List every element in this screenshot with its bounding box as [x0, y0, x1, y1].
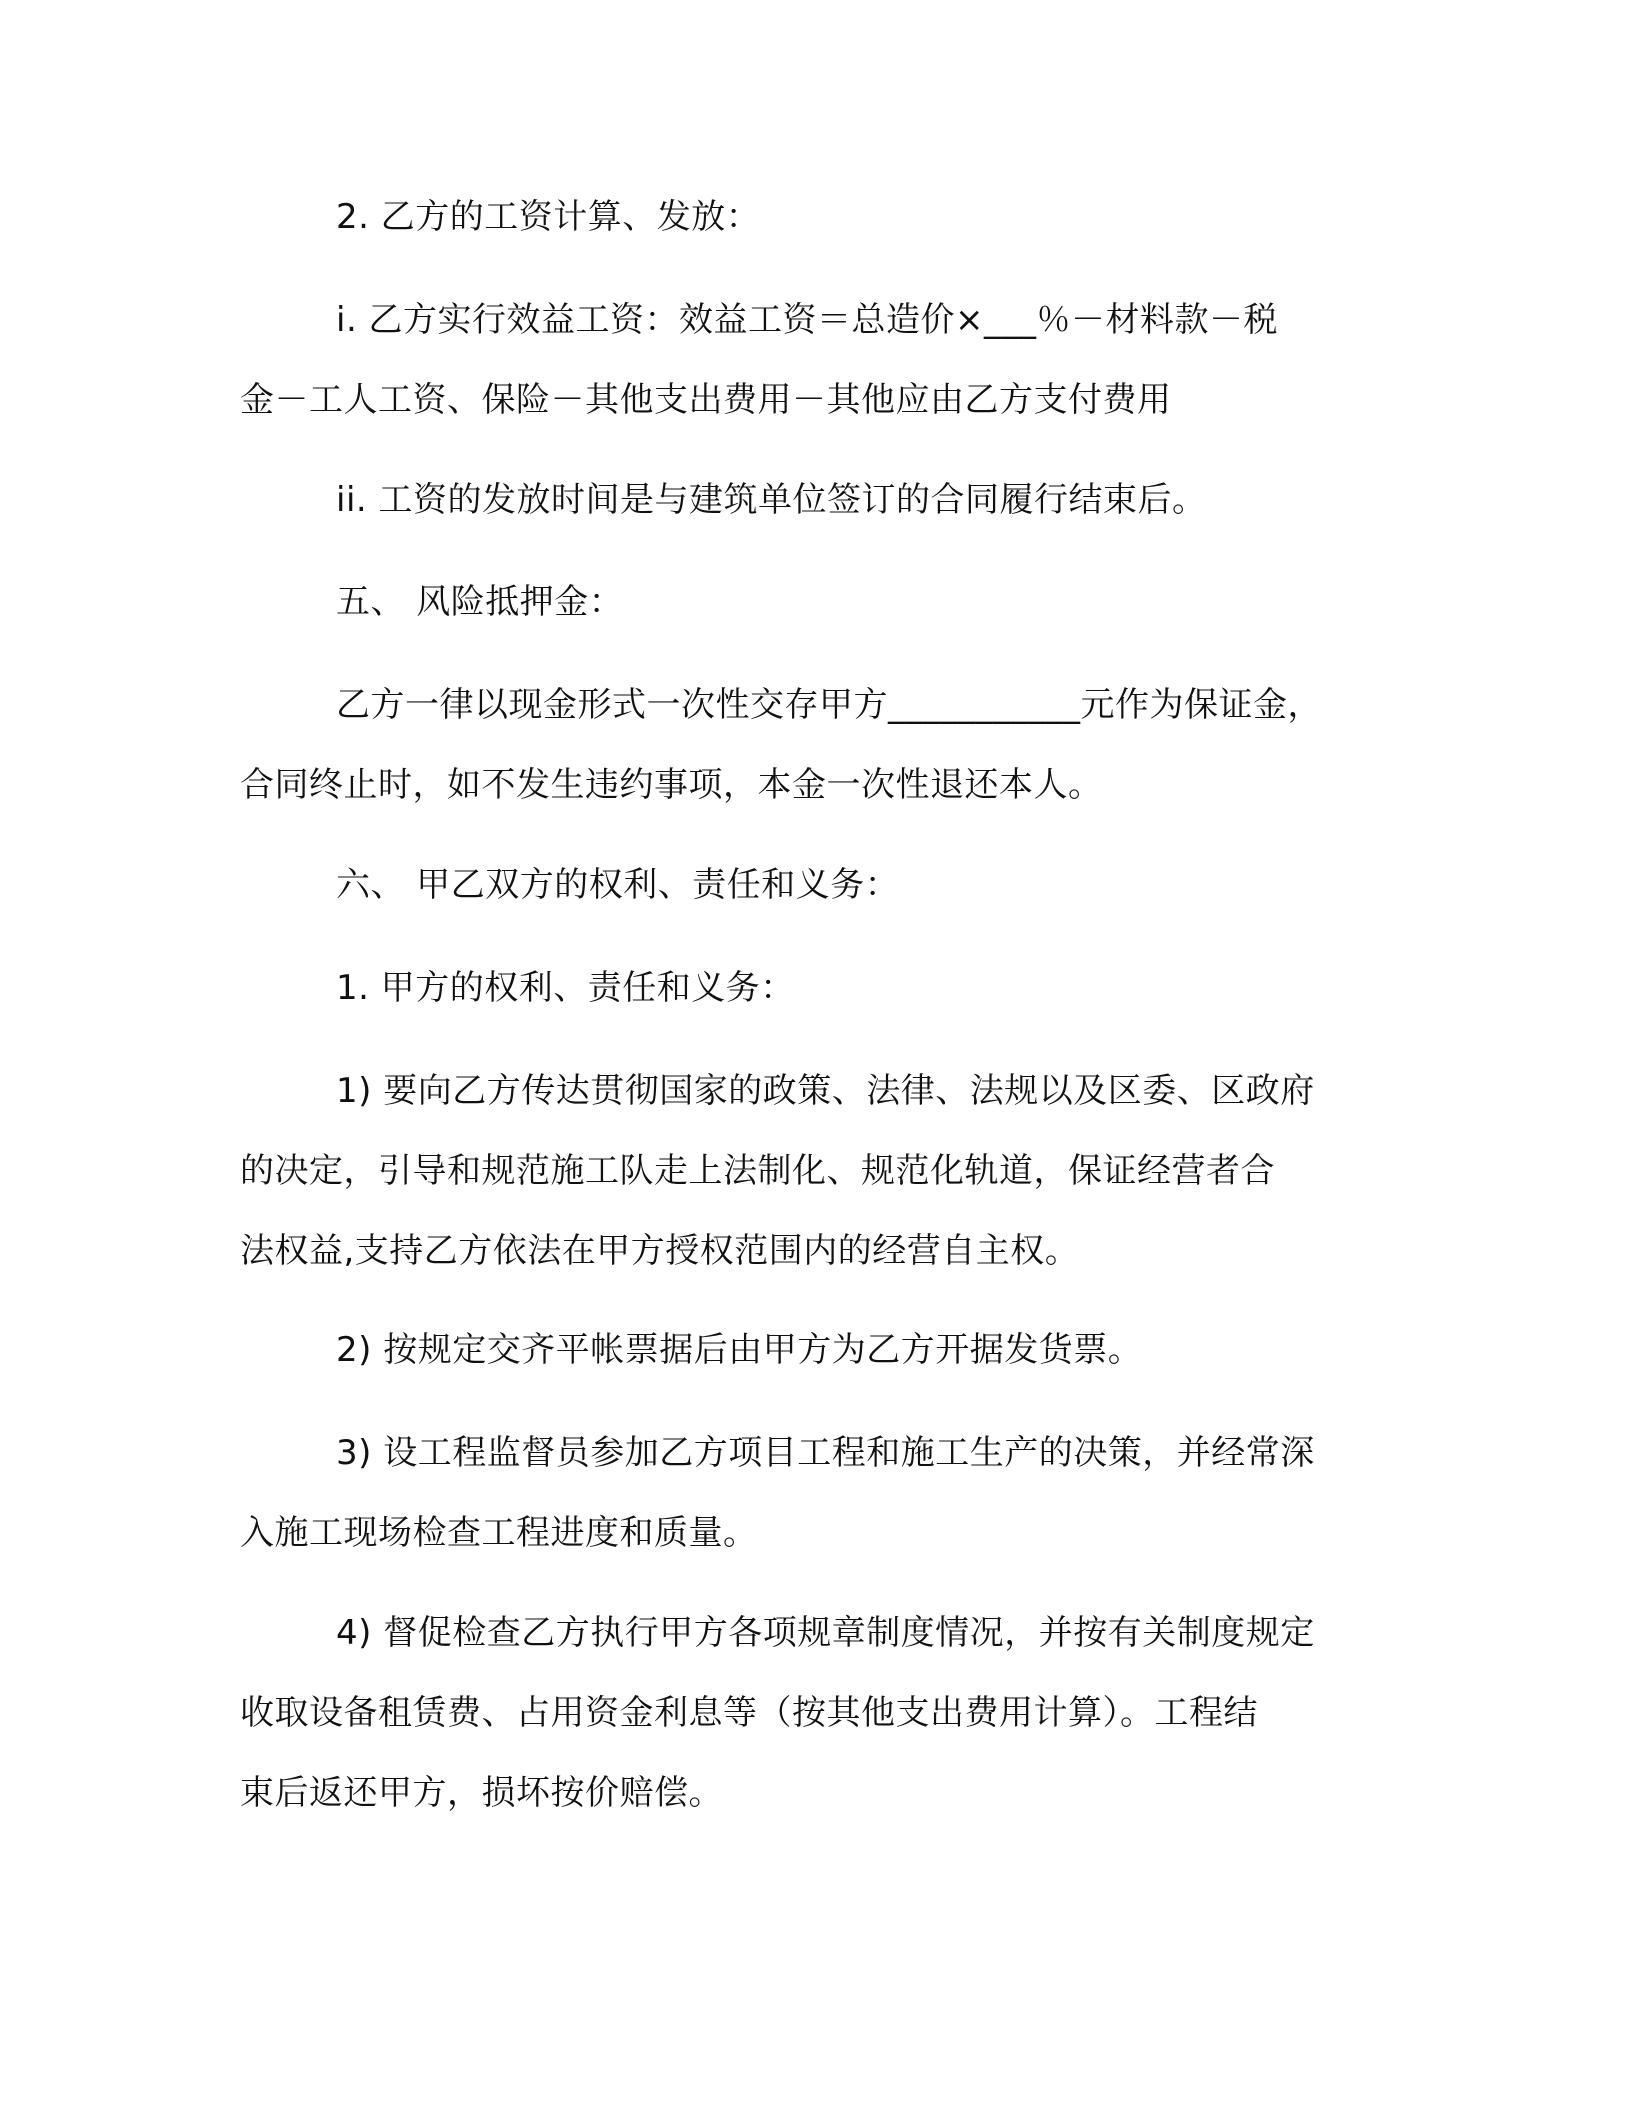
text-line: 五、 风险抵押金：: [336, 582, 624, 622]
text-line: 六、 甲乙双方的权利、责任和义务：: [336, 865, 900, 905]
paragraph-party-a-rights-heading: [240, 948, 1400, 1028]
text-line: 1) 要向乙方传达贯彻国家的政策、法律、法规以及区委、区政府: [336, 1071, 1315, 1111]
paragraph-performance-wage: [240, 280, 1400, 440]
paragraph-risk-deposit-heading: [240, 562, 1400, 642]
text-line: 束后返还甲方，损坏按价赔偿。: [240, 1773, 723, 1813]
paragraph-item-4: [240, 1593, 1400, 1833]
text-line: 3) 设工程监督员参加乙方项目工程和施工生产的决策，并经常深: [336, 1433, 1315, 1473]
text-line: 2. 乙方的工资计算、发放：: [336, 197, 761, 237]
text-line: 合同终止时，如不发生违约事项，本金一次性退还本人。: [240, 765, 1103, 805]
text-line: ii. 工资的发放时间是与建筑单位签订的合同履行结束后。: [336, 480, 1207, 520]
text-line: i. 乙方实行效益工资：效益工资＝总造价×___％－材料款－税: [336, 300, 1279, 340]
paragraph-rights-heading: [240, 845, 1400, 925]
text-line: 法权益,支持乙方依法在甲方授权范围内的经营自主权。: [240, 1231, 1080, 1271]
text-line: 1. 甲方的权利、责任和义务：: [336, 968, 795, 1008]
paragraph-risk-deposit-body: [240, 665, 1400, 825]
text-line: 入施工现场检查工程进度和质量。: [240, 1513, 758, 1553]
paragraph-item-3: [240, 1413, 1400, 1573]
text-line: 收取设备租赁费、占用资金利息等（按其他支出费用计算）。工程结: [240, 1693, 1258, 1733]
paragraph-item-1: [240, 1051, 1400, 1291]
text-line: 金－工人工资、保险－其他支出费用－其他应由乙方支付费用: [240, 380, 1172, 420]
paragraph-wage-payment-time: [240, 460, 1400, 540]
text-line: 2) 按规定交齐平帐票据后由甲方为乙方开据发货票。: [336, 1330, 1143, 1370]
paragraph-wage-calculation-heading: [240, 177, 1400, 257]
text-line: 4) 督促检查乙方执行甲方各项规章制度情况，并按有关制度规定: [336, 1613, 1315, 1653]
paragraph-item-2: [240, 1310, 1400, 1390]
text-line: 的决定，引导和规范施工队走上法制化、规范化轨道，保证经营者合: [240, 1151, 1275, 1191]
text-line: 乙方一律以现金形式一次性交存甲方___________元作为保证金，: [336, 685, 1322, 725]
